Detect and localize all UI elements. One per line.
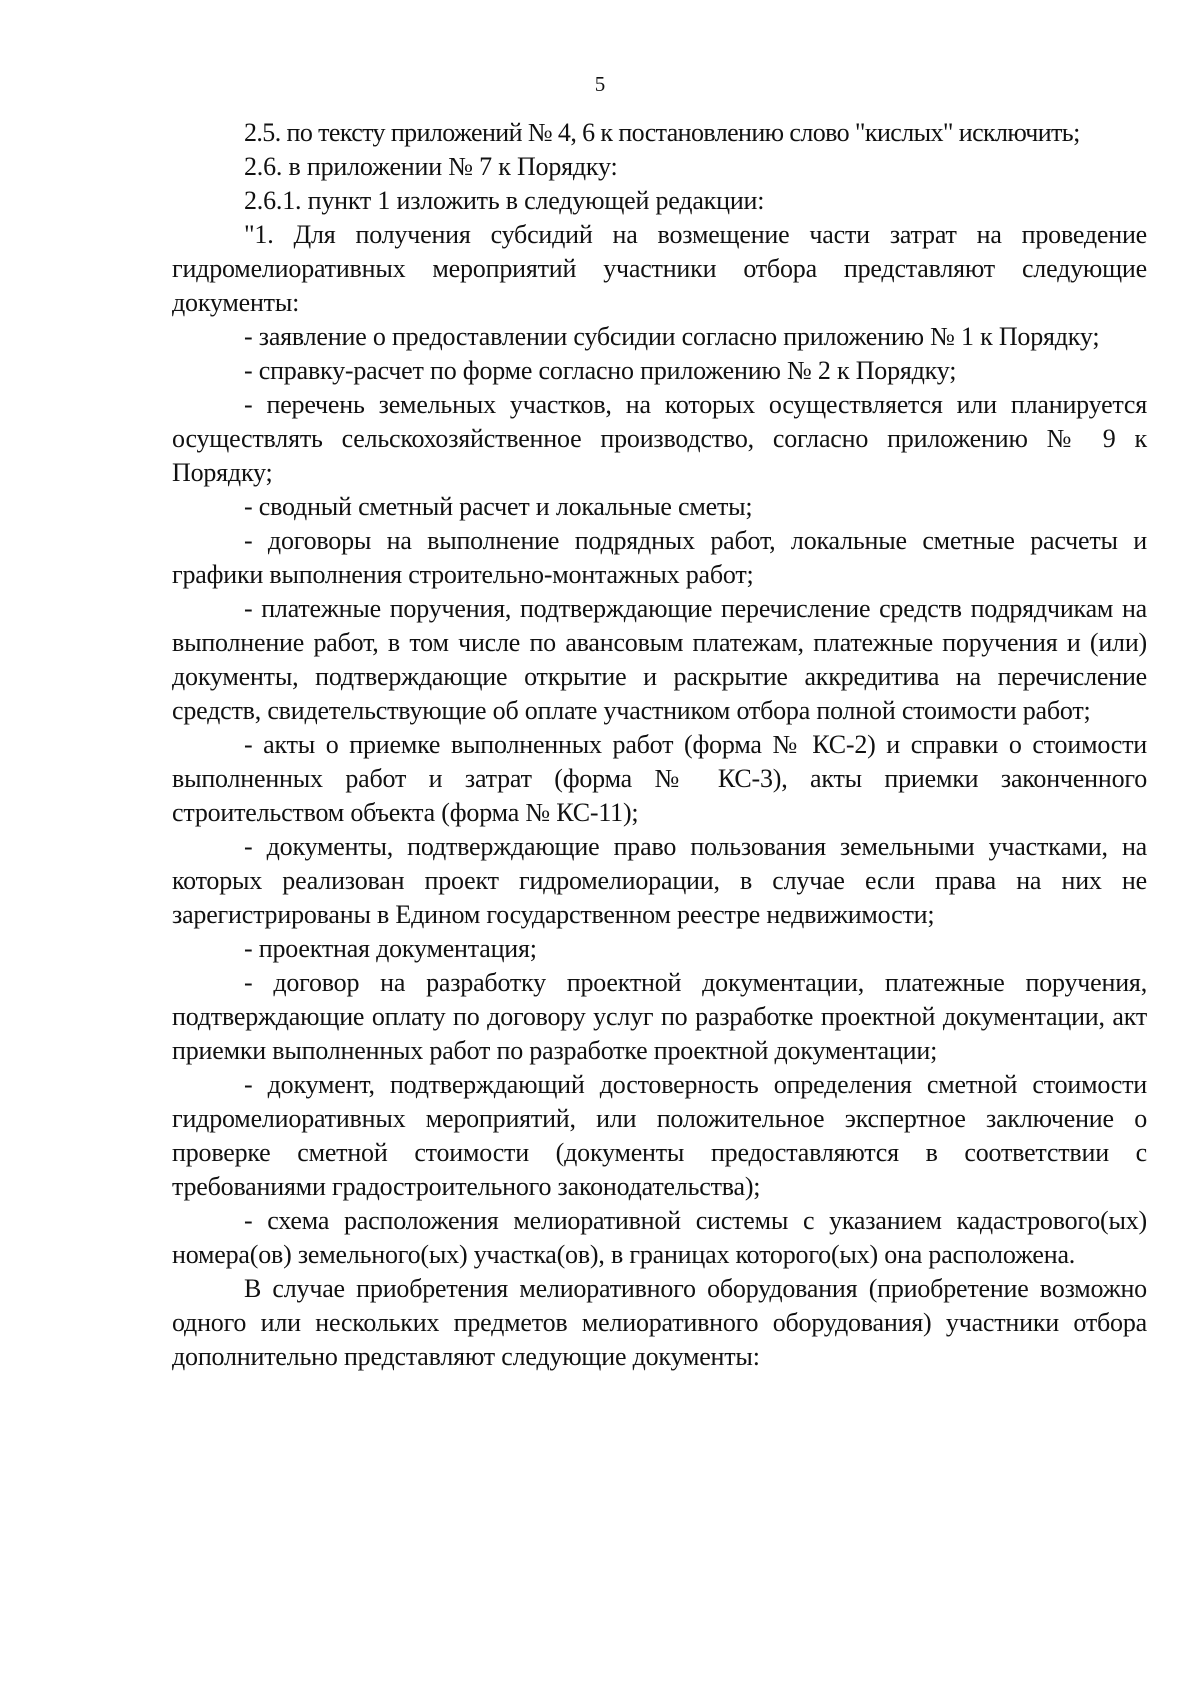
paragraph-2-5: 2.5. по тексту приложений № 4, 6 к постановлению слово "кислых" исключить; xyxy=(244,118,1080,147)
list-item-cost-verification: - документ, подтверждающий достоверность определения сметной стоимости гидромелиоративных мероприятий, или положительное экспертное заключение о проверке сметной стоимости (документы предоставляются в соответствии с требованиями градостроительного законодательства); xyxy=(172,1070,1147,1201)
list-item-design-contract: - договор на разработку проектной документации, платежные поручения, подтверждающие оплату по договору услуг по разработке проектной документации, акт приемки выполненных работ по разработке проектной документации; xyxy=(172,968,1147,1065)
list-item-estimates: - сводный сметный расчет и локальные сметы; xyxy=(244,492,753,521)
list-item-land-rights: - документы, подтверждающие право пользования земельными участками, на которых реализован проект гидромелиорации, в случае если права на них не зарегистрированы в Едином государственном реестре недвижимости; xyxy=(172,832,1147,929)
list-item-acts: - акты о приемке выполненных работ (форма № КС-2) и справки о стоимости выполненных работ и затрат (форма № КС-3), акты приемки законченного строительством объекта (форма № КС-11); xyxy=(172,730,1147,827)
list-item-payment-orders: - платежные поручения, подтверждающие перечисление средств подрядчикам на выполнение работ, в том числе по авансовым платежам, платежные поручения и (или) документы, подтверждающие открытие и раскрытие аккредитива на перечисление средств, свидетельствующие об оплате участником отбора полной стоимости работ; xyxy=(172,594,1147,725)
paragraph-item-1: "1. Для получения субсидий на возмещение части затрат на проведение гидромелиоративных мероприятий участники отбора представляют следующие документы: xyxy=(172,220,1147,317)
document-body xyxy=(172,116,1147,1374)
list-item-land-plots: - перечень земельных участков, на которых осуществляется или планируется осуществлять сельскохозяйственное производство, согласно приложению № 9 к Порядку; xyxy=(172,390,1147,487)
paragraph-2-6: 2.6. в приложении № 7 к Порядку: xyxy=(244,152,618,181)
page-number: 5 xyxy=(594,72,606,96)
list-item-contracts: - договоры на выполнение подрядных работ, локальные сметные расчеты и графики выполнения строительно-монтажных работ; xyxy=(172,526,1147,589)
list-item-project-docs: - проектная документация; xyxy=(244,934,537,963)
list-item-calculation: - справку-расчет по форме согласно приложению № 2 к Порядку; xyxy=(244,356,957,385)
paragraph-equipment-purchase: В случае приобретения мелиоративного оборудования (приобретение возможно одного или нескольких предметов мелиоративного оборудования) участники отбора дополнительно представляют следующие документы: xyxy=(172,1274,1147,1371)
list-item-system-scheme: - схема расположения мелиоративной системы с указанием кадастрового(ых) номера(ов) земельного(ых) участка(ов), в границах которого(ых) она расположена. xyxy=(172,1206,1147,1269)
list-item-application: - заявление о предоставлении субсидии согласно приложению № 1 к Порядку; xyxy=(244,322,1100,351)
paragraph-2-6-1: 2.6.1. пункт 1 изложить в следующей редакции: xyxy=(244,186,765,215)
